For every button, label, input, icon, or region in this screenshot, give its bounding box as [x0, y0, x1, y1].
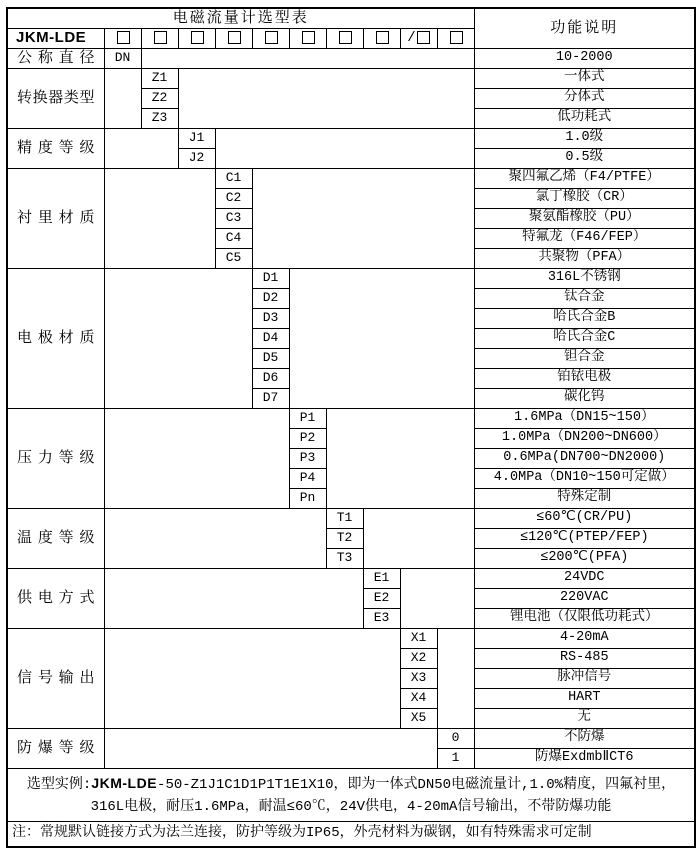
example-prefix: 选型实例: [26, 776, 92, 793]
model-code-cell [141, 29, 178, 49]
description-cell: 分体式 [474, 89, 695, 109]
group-label: 温度等级 [7, 509, 104, 569]
description-cell: 防爆ExdmbⅡCT6 [474, 749, 695, 769]
table-row [7, 769, 695, 822]
checkbox-icon[interactable] [302, 31, 315, 44]
spacer-cell [326, 409, 474, 509]
code-cell: E1 [363, 569, 400, 589]
checkbox-icon[interactable] [417, 31, 430, 44]
selection-example [7, 769, 695, 822]
description-cell: 10-2000 [474, 49, 695, 69]
group-label: 衬里材质 [7, 169, 104, 269]
description-cell: ≤60℃(CR/PU) [474, 509, 695, 529]
code-cell: X5 [400, 709, 437, 729]
description-cell: 聚四氟乙烯（F4/PTFE） [474, 169, 695, 189]
model-code-cell [178, 29, 215, 49]
group-label: 精度等级 [7, 129, 104, 169]
spacer-cell [400, 569, 474, 629]
spacer-cell [104, 629, 400, 729]
model-prefix: JKM-LDE [7, 29, 104, 49]
checkbox-icon[interactable] [376, 31, 389, 44]
description-cell: ≤200℃(PFA) [474, 549, 695, 569]
table-row [7, 69, 695, 89]
code-cell: P4 [289, 469, 326, 489]
code-cell: T1 [326, 509, 363, 529]
code-cell: X3 [400, 669, 437, 689]
code-cell: J2 [178, 149, 215, 169]
table-row [7, 729, 695, 749]
code-cell: C1 [215, 169, 252, 189]
code-cell: Z3 [141, 109, 178, 129]
code-cell: P1 [289, 409, 326, 429]
checkbox-icon[interactable] [450, 31, 463, 44]
description-cell: 脉冲信号 [474, 669, 695, 689]
example-model-code: JKM-LDE [91, 774, 158, 791]
table-row [7, 509, 695, 529]
example-line-1 [8, 772, 694, 796]
code-cell: D1 [252, 269, 289, 289]
code-cell: C4 [215, 229, 252, 249]
checkbox-icon[interactable] [117, 31, 130, 44]
description-cell: 钽合金 [474, 349, 695, 369]
group-label: 供电方式 [7, 569, 104, 629]
spacer-cell [104, 729, 437, 769]
code-cell: DN [104, 49, 141, 69]
model-code-cell [289, 29, 326, 49]
description-cell: 特殊定制 [474, 489, 695, 509]
selection-table-wrapper [6, 7, 696, 848]
description-cell: 220VAC [474, 589, 695, 609]
model-code-cell [215, 29, 252, 49]
description-cell: 4-20mA [474, 629, 695, 649]
model-code-cell [104, 29, 141, 49]
description-cell: 24VDC [474, 569, 695, 589]
code-cell: 1 [437, 749, 474, 769]
description-cell: 铂铱电极 [474, 369, 695, 389]
checkbox-icon[interactable] [265, 31, 278, 44]
group-label: 信号输出 [7, 629, 104, 729]
model-code-cell [326, 29, 363, 49]
code-cell: D2 [252, 289, 289, 309]
checkbox-icon[interactable] [154, 31, 167, 44]
description-cell: 聚氨酯橡胶（PU） [474, 209, 695, 229]
description-cell: 特氟龙（F46/FEP） [474, 229, 695, 249]
model-code-cell [400, 29, 437, 49]
table-row [7, 8, 695, 29]
description-cell: 4.0MPa（DN10~150可定做） [474, 469, 695, 489]
code-cell: X2 [400, 649, 437, 669]
description-cell: RS-485 [474, 649, 695, 669]
description-cell: 不防爆 [474, 729, 695, 749]
code-cell: T3 [326, 549, 363, 569]
spacer-cell [215, 129, 474, 169]
spacer-cell [104, 269, 252, 409]
description-cell: 共聚物（PFA） [474, 249, 695, 269]
group-label: 压力等级 [7, 409, 104, 509]
description-cell: 碳化钨 [474, 389, 695, 409]
code-cell: D6 [252, 369, 289, 389]
description-cell: 无 [474, 709, 695, 729]
description-cell: 1.0级 [474, 129, 695, 149]
description-cell: 钛合金 [474, 289, 695, 309]
description-cell: 锂电池（仅限低功耗式） [474, 609, 695, 629]
example-line-2: 316L电极，耐压1.6MPa，耐温≤60℃，24V供电，4-20mA信号输出，不带防爆功能 [90, 799, 612, 815]
description-cell: ≤120℃(PTEP/FEP) [474, 529, 695, 549]
group-label: 公称直径 [7, 49, 104, 69]
table-row [7, 822, 695, 848]
code-cell: Z1 [141, 69, 178, 89]
table-row [7, 49, 695, 69]
code-cell: T2 [326, 529, 363, 549]
checkbox-icon[interactable] [228, 31, 241, 44]
table-row [7, 129, 695, 149]
table-row [7, 269, 695, 289]
spacer-cell [104, 509, 326, 569]
code-cell: E3 [363, 609, 400, 629]
code-cell: P3 [289, 449, 326, 469]
description-cell: 哈氏合金B [474, 309, 695, 329]
group-label: 电极材质 [7, 269, 104, 409]
spacer-cell [363, 509, 474, 569]
table-row [7, 409, 695, 429]
group-label: 转换器类型 [7, 69, 104, 129]
code-cell: X1 [400, 629, 437, 649]
description-cell: 哈氏合金C [474, 329, 695, 349]
code-cell: D5 [252, 349, 289, 369]
code-cell: C3 [215, 209, 252, 229]
example-line1-text: -50-Z1J1C1D1P1T1E1X10，即为一体式DN50电磁流量计,1.0%精度，四氟衬里， [157, 776, 676, 793]
model-code-cell [437, 29, 474, 49]
footnote: 注：常规默认链接方式为法兰连接，防护等级为IP65，外壳材料为碳钢，如有特殊需求可定制 [7, 822, 695, 848]
table-row [7, 169, 695, 189]
description-cell: 0.6MPa(DN700~DN2000) [474, 449, 695, 469]
spacer-cell [104, 169, 215, 269]
spacer-cell [437, 629, 474, 729]
code-cell: 0 [437, 729, 474, 749]
code-cell: E2 [363, 589, 400, 609]
model-code-cell [363, 29, 400, 49]
code-cell: C2 [215, 189, 252, 209]
code-cell: P2 [289, 429, 326, 449]
spacer-cell [104, 569, 363, 629]
code-cell: D4 [252, 329, 289, 349]
selection-table [6, 7, 696, 848]
code-cell: D3 [252, 309, 289, 329]
spacer-cell [104, 129, 178, 169]
slash-mark: / [407, 29, 416, 46]
description-cell: 低功耗式 [474, 109, 695, 129]
code-cell: Z2 [141, 89, 178, 109]
checkbox-icon[interactable] [339, 31, 352, 44]
checkbox-icon[interactable] [191, 31, 204, 44]
description-cell: 1.6MPa（DN15~150） [474, 409, 695, 429]
spacer-cell [178, 69, 474, 129]
code-cell: X4 [400, 689, 437, 709]
spacer-cell [104, 69, 141, 129]
code-cell: C5 [215, 249, 252, 269]
spacer-cell [104, 409, 289, 509]
description-cell: HART [474, 689, 695, 709]
table-row [7, 569, 695, 589]
table-row [7, 629, 695, 649]
function-column-header: 功能说明 [474, 8, 695, 49]
description-cell: 316L不锈钢 [474, 269, 695, 289]
description-cell: 一体式 [474, 69, 695, 89]
code-cell: Pn [289, 489, 326, 509]
code-cell: J1 [178, 129, 215, 149]
spacer-cell [141, 49, 474, 69]
spacer-cell [252, 169, 474, 269]
model-code-cell [252, 29, 289, 49]
group-label: 防爆等级 [7, 729, 104, 769]
spacer-cell [289, 269, 474, 409]
code-cell: D7 [252, 389, 289, 409]
description-cell: 0.5级 [474, 149, 695, 169]
description-cell: 1.0MPa（DN200~DN600） [474, 429, 695, 449]
page-title: 电磁流量计选型表 [7, 8, 474, 29]
description-cell: 氯丁橡胶（CR） [474, 189, 695, 209]
